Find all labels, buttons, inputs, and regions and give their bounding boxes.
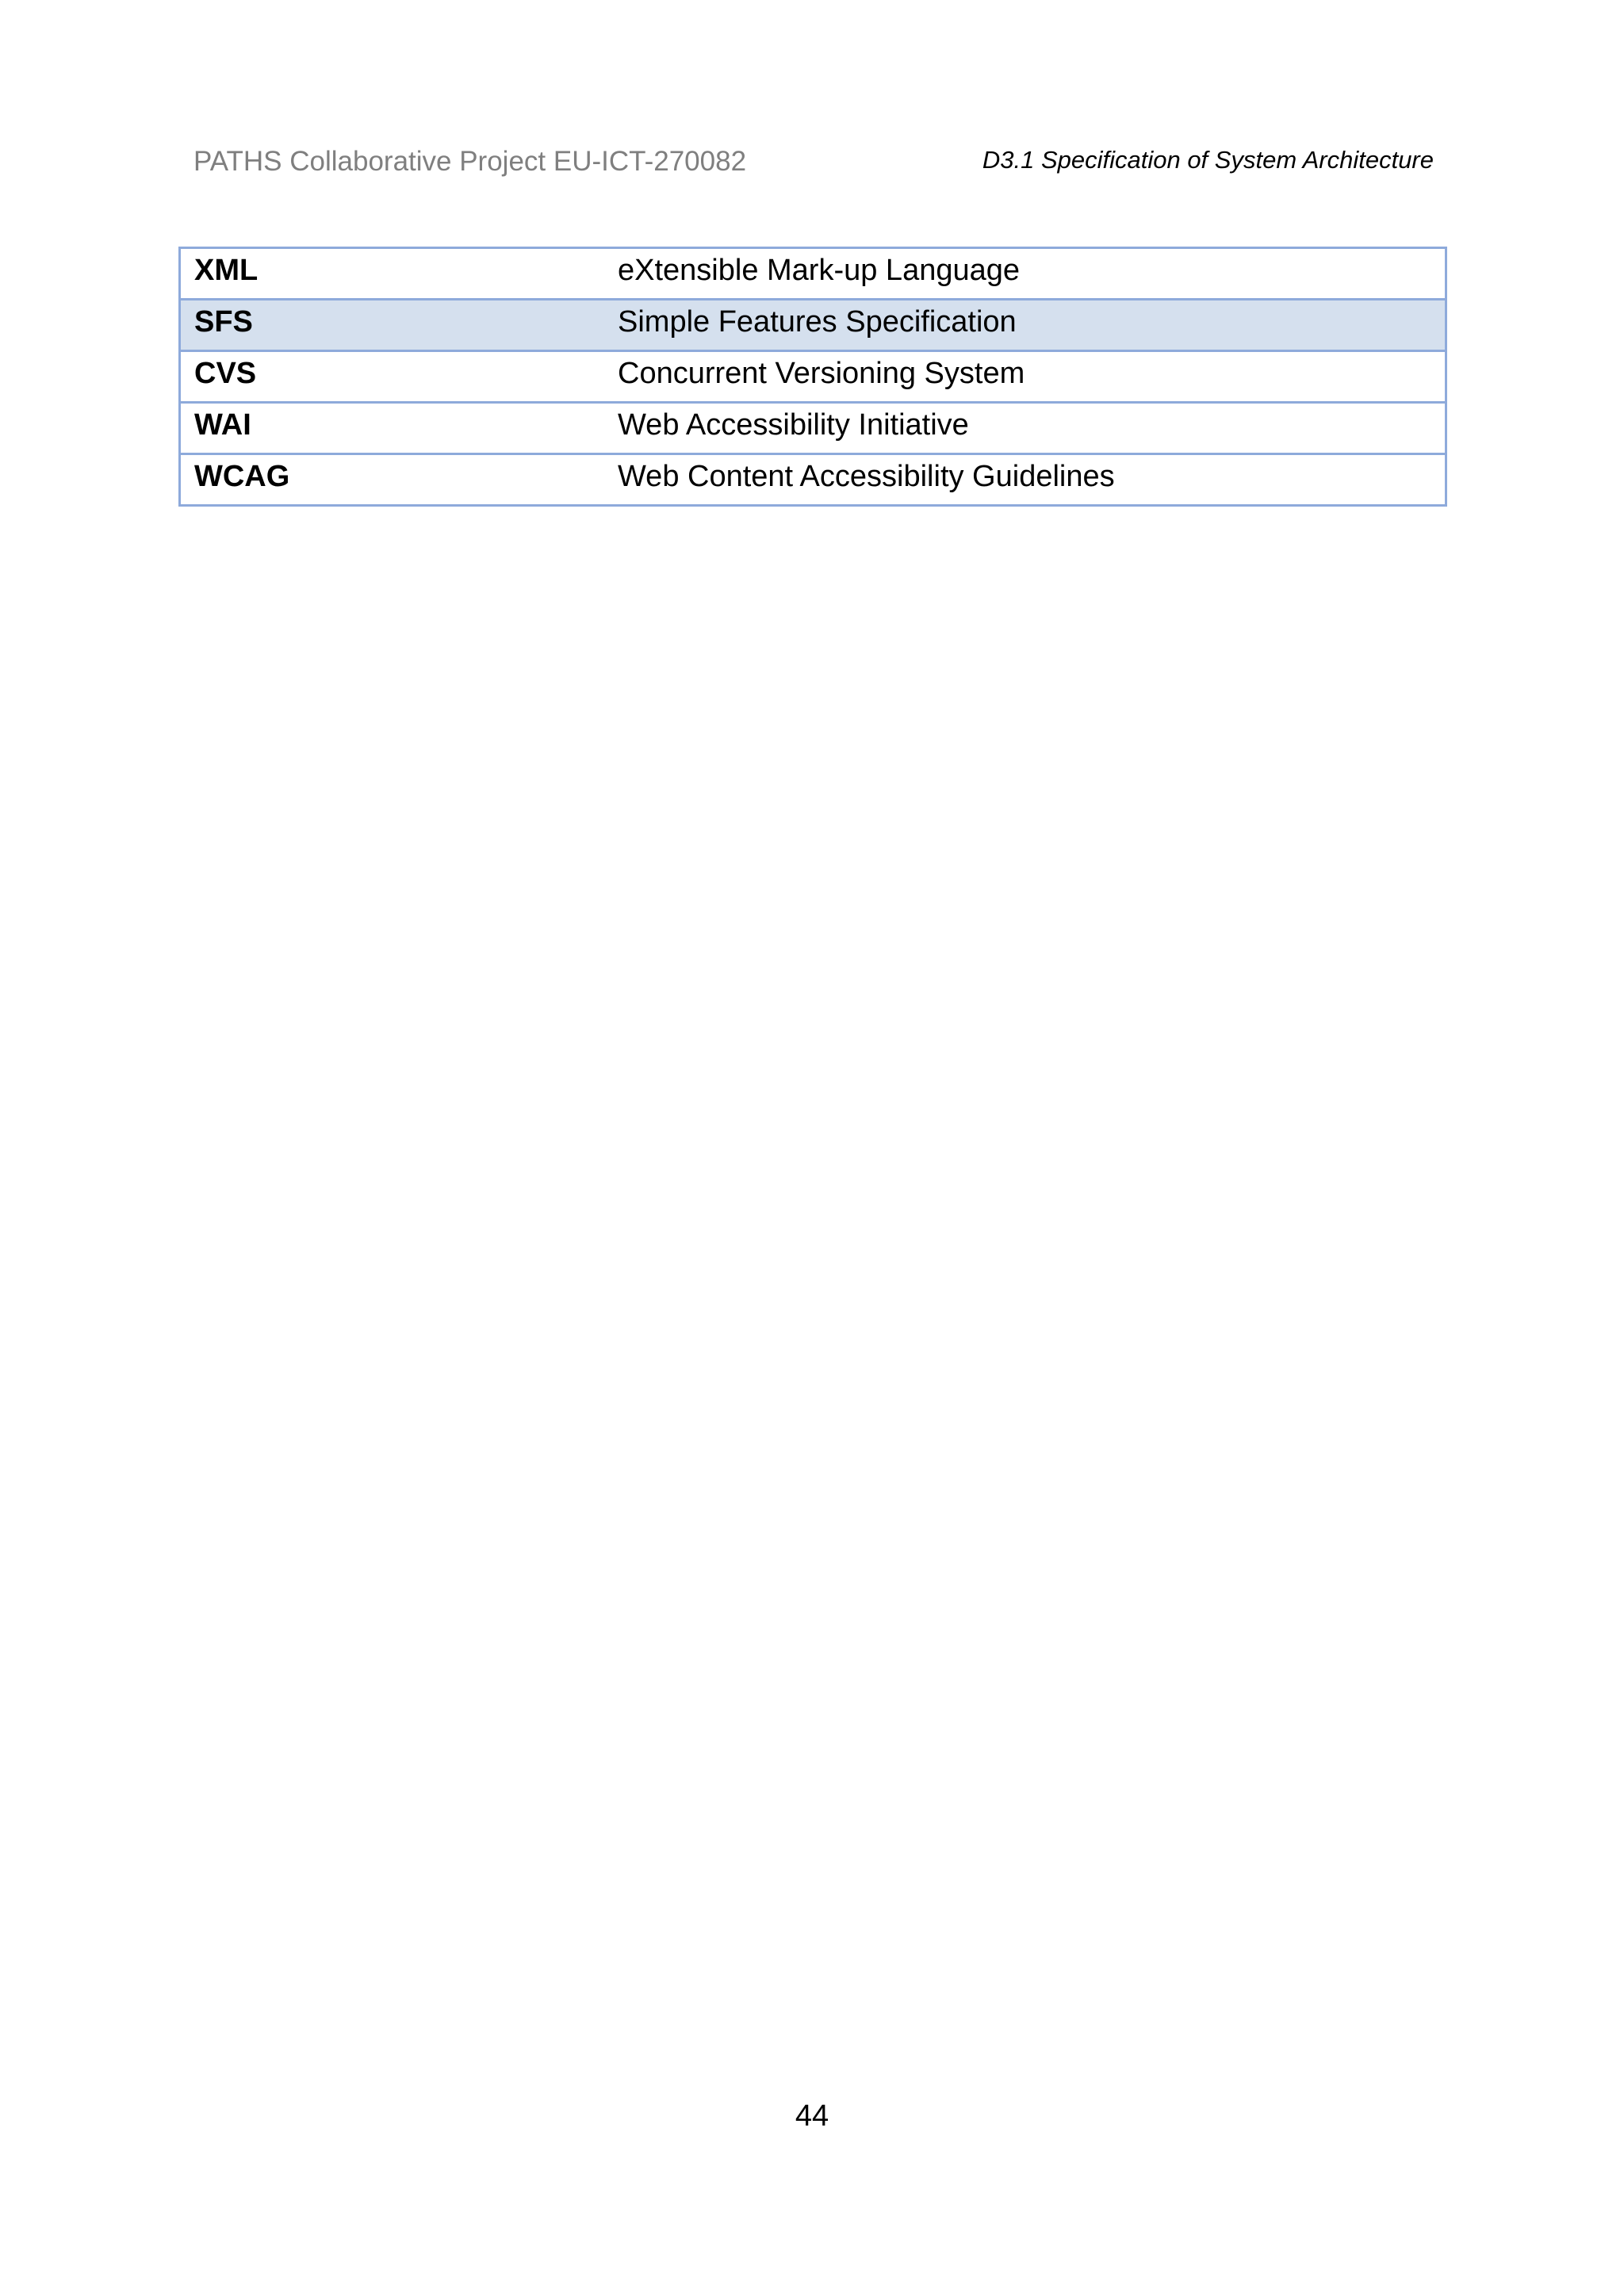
definition-cell: Simple Features Specification: [618, 300, 1446, 351]
page-number: 44: [795, 2099, 829, 2133]
definition-cell: Web Content Accessibility Guidelines: [618, 454, 1446, 506]
definition-cell: Web Accessibility Initiative: [618, 403, 1446, 454]
abbreviation-cell: WCAG: [180, 454, 619, 506]
header-project-name: PATHS Collaborative Project EU-ICT-270082: [193, 146, 747, 177]
abbreviation-cell: CVS: [180, 351, 619, 403]
header-document-title: D3.1 Specification of System Architecture: [982, 146, 1434, 174]
abbreviation-cell: WAI: [180, 403, 619, 454]
table-row: [180, 454, 1446, 506]
abbreviation-cell: XML: [180, 248, 619, 300]
table-row: [180, 248, 1446, 300]
definition-cell: eXtensible Mark-up Language: [618, 248, 1446, 300]
table-row: [180, 403, 1446, 454]
abbreviations-table: [178, 247, 1447, 507]
table-row: [180, 351, 1446, 403]
definition-cell: Concurrent Versioning System: [618, 351, 1446, 403]
table-row: [180, 300, 1446, 351]
abbreviation-cell: SFS: [180, 300, 619, 351]
